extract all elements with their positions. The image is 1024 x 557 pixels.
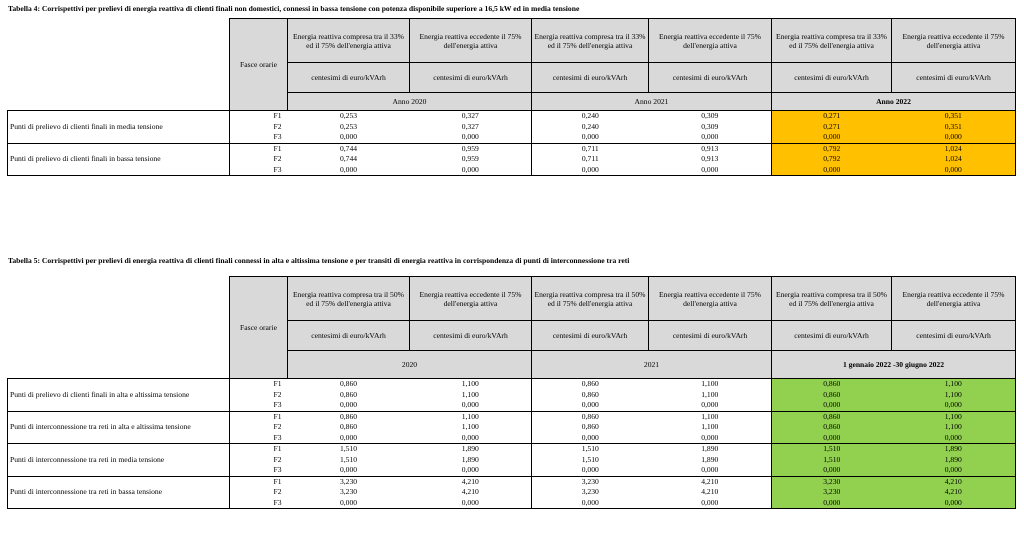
table4-year-2022: Anno 2022 <box>772 93 1016 111</box>
value-cell: 0,000 <box>772 433 892 444</box>
value-cell: 4,210 <box>892 487 1016 498</box>
group-label: Punti di interconnessione tra reti in alta e altissima tensione <box>8 411 230 444</box>
value-cell: 0,327 <box>410 122 532 133</box>
value-cell: 0,000 <box>772 400 892 411</box>
fascia-cell: F3 <box>230 465 288 476</box>
value-cell: 0,000 <box>532 498 649 509</box>
value-cell: 1,510 <box>581 454 599 464</box>
table5-fasce-header: Fasce orarie <box>230 277 288 379</box>
table4-corner <box>8 19 230 63</box>
value-cell: 0,000 <box>532 165 649 176</box>
table-row <box>8 111 1016 122</box>
fascia-cell: F1 <box>230 476 288 487</box>
table5-col-b-2022: Energia reattiva eccedente il 75% dell'energia attiva <box>892 277 1016 321</box>
table5-year-2022: 1 gennaio 2022 -30 giugno 2022 <box>772 351 1016 379</box>
value-cell: 3,230 <box>339 487 358 497</box>
table4-unit: centesimi di euro/kVArh <box>288 63 410 93</box>
value-cell: 0,253 <box>339 121 358 131</box>
fascia-cell: F2 <box>230 122 288 133</box>
value-cell: 0,000 <box>288 433 410 444</box>
fascia-cell: F3 <box>230 132 288 143</box>
group-label: Punti di prelievo di clienti finali in alta e altissima tensione <box>8 379 230 412</box>
value-cell: 4,210 <box>892 476 1016 487</box>
table4-col-b-2021: Energia reattiva eccedente il 75% dell'energia attiva <box>649 19 772 63</box>
value-cell: 0,000 <box>649 165 772 176</box>
value-cell: 1,890 <box>892 455 1016 466</box>
table4-year-2020: Anno 2020 <box>288 93 532 111</box>
value-cell: 0,327 <box>410 111 532 122</box>
table5-col-a-2021: Energia reattiva compresa tra il 50% ed il 75% dell'energia attiva <box>532 277 649 321</box>
value-cell: 0,860 <box>772 379 892 390</box>
value-cell: 0,000 <box>649 498 772 509</box>
fascia-cell: F2 <box>230 422 288 433</box>
value-cell: 1,100 <box>649 379 772 390</box>
table5-col-b-2021: Energia reattiva eccedente il 75% dell'energia attiva <box>649 277 772 321</box>
value-cell: 0,000 <box>892 400 1016 411</box>
value-cell: 0,000 <box>288 132 410 143</box>
fascia-cell: F2 <box>230 390 288 401</box>
value-cell: 0,000 <box>892 498 1016 509</box>
value-cell: 3,230 <box>532 476 649 487</box>
fascia-cell: F2 <box>230 487 288 498</box>
value-cell: 0,253 <box>288 111 410 122</box>
group-label: Punti di prelievo di clienti finali in bassa tensione <box>8 143 230 176</box>
fascia-cell: F1 <box>230 444 288 455</box>
fascia-cell: F3 <box>230 165 288 176</box>
value-cell: 1,510 <box>288 444 410 455</box>
table4-fasce-header: Fasce orarie <box>230 19 288 111</box>
value-cell: 4,210 <box>410 487 532 498</box>
value-cell: 0,000 <box>288 165 410 176</box>
value-cell: 1,890 <box>892 444 1016 455</box>
table5-unit: centesimi di euro/kVArh <box>649 321 772 351</box>
table4-title: Tabella 4: Corrispettivi per prelievi di energia reattiva di clienti finali non domestici, connessi in bassa tensione con potenza disponibile superiore a 16,5 kW ed in media tensione <box>8 4 580 13</box>
table4-col-b-2022: Energia reattiva eccedente il 75% dell'energia attiva <box>892 19 1016 63</box>
value-cell: 0,000 <box>772 498 892 509</box>
table-row <box>8 444 1016 455</box>
value-cell: 0,000 <box>892 132 1016 143</box>
value-cell: 1,890 <box>649 455 772 466</box>
value-cell: 0,000 <box>288 400 410 411</box>
value-cell: 0,860 <box>581 389 599 399</box>
value-cell: 4,210 <box>649 487 772 498</box>
table-row <box>8 379 1016 390</box>
table4-col-a-2020: Energia reattiva compresa tra il 33% ed il 75% dell'energia attiva <box>288 19 410 63</box>
value-cell: 0,000 <box>772 465 892 476</box>
value-cell: 0,860 <box>339 389 358 399</box>
fascia-cell: F1 <box>230 111 288 122</box>
value-cell: 0,860 <box>288 411 410 422</box>
table5-corner <box>8 321 230 351</box>
value-cell: 0,271 <box>772 111 892 122</box>
value-cell: 0,860 <box>339 422 358 432</box>
table5-corner <box>8 277 230 321</box>
table5-unit: centesimi di euro/kVArh <box>410 321 532 351</box>
fascia-cell: F2 <box>230 455 288 466</box>
value-cell: 0,792 <box>772 154 892 165</box>
fascia-cell: F3 <box>230 498 288 509</box>
value-cell: 0,240 <box>581 121 599 131</box>
table5-unit: centesimi di euro/kVArh <box>288 321 410 351</box>
value-cell: 0,000 <box>892 165 1016 176</box>
value-cell: 1,510 <box>532 444 649 455</box>
value-cell: 0,000 <box>649 400 772 411</box>
fascia-cell: F3 <box>230 433 288 444</box>
value-cell: 0,271 <box>772 122 892 133</box>
value-cell: 0,000 <box>772 132 892 143</box>
value-cell: 0,959 <box>410 154 532 165</box>
value-cell: 0,000 <box>649 465 772 476</box>
value-cell: 1,100 <box>892 422 1016 433</box>
value-cell: 1,100 <box>892 379 1016 390</box>
fascia-cell: F1 <box>230 379 288 390</box>
value-cell: 1,100 <box>892 390 1016 401</box>
group-label: Punti di interconnessione tra reti in bassa tensione <box>8 476 230 509</box>
table5-year-2020: 2020 <box>288 351 532 379</box>
value-cell: 0,744 <box>339 154 358 164</box>
value-cell: 1,100 <box>649 411 772 422</box>
value-cell: 0,860 <box>772 422 892 433</box>
table4-unit: centesimi di euro/kVArh <box>892 63 1016 93</box>
group-label: Punti di interconnessione tra reti in media tensione <box>8 444 230 477</box>
table4-corner <box>8 63 230 93</box>
table4-unit: centesimi di euro/kVArh <box>772 63 892 93</box>
value-cell: 1,100 <box>649 390 772 401</box>
table4-col-a-2022: Energia reattiva compresa tra il 33% ed il 75% dell'energia attiva <box>772 19 892 63</box>
table4-col-b-2020: Energia reattiva eccedente il 75% dell'energia attiva <box>410 19 532 63</box>
table5-col-b-2020: Energia reattiva eccedente il 75% dell'energia attiva <box>410 277 532 321</box>
table4-corner <box>8 93 230 111</box>
table5-unit: centesimi di euro/kVArh <box>892 321 1016 351</box>
value-cell: 0,860 <box>532 411 649 422</box>
value-cell: 0,860 <box>532 379 649 390</box>
table4-unit: centesimi di euro/kVArh <box>649 63 772 93</box>
value-cell: 1,100 <box>410 422 532 433</box>
value-cell: 0,792 <box>772 143 892 154</box>
value-cell: 1,890 <box>649 444 772 455</box>
value-cell: 0,000 <box>410 433 532 444</box>
value-cell: 0,860 <box>772 390 892 401</box>
value-cell: 0,000 <box>288 498 410 509</box>
value-cell: 0,000 <box>410 165 532 176</box>
value-cell: 0,711 <box>581 154 599 164</box>
value-cell: 0,959 <box>410 143 532 154</box>
table5 <box>7 276 1016 509</box>
value-cell: 1,100 <box>410 379 532 390</box>
value-cell: 0,000 <box>410 400 532 411</box>
value-cell: 3,230 <box>581 487 599 497</box>
table5-col-a-2022: Energia reattiva compresa tra il 50% ed il 75% dell'energia attiva <box>772 277 892 321</box>
table4-unit: centesimi di euro/kVArh <box>532 63 649 93</box>
value-cell: 1,890 <box>410 455 532 466</box>
value-cell: 0,000 <box>532 433 649 444</box>
value-cell: 0,000 <box>532 400 649 411</box>
value-cell: 0,000 <box>532 132 649 143</box>
value-cell: 0,744 <box>288 143 410 154</box>
value-cell: 0,000 <box>288 465 410 476</box>
value-cell: 0,913 <box>649 154 772 165</box>
fascia-cell: F2 <box>230 154 288 165</box>
value-cell: 1,100 <box>649 422 772 433</box>
value-cell: 0,000 <box>892 465 1016 476</box>
table-row <box>8 411 1016 422</box>
table-row <box>8 143 1016 154</box>
value-cell: 1,100 <box>410 411 532 422</box>
table5-unit: centesimi di euro/kVArh <box>772 321 892 351</box>
table-row <box>8 476 1016 487</box>
value-cell: 3,230 <box>772 487 892 498</box>
value-cell: 0,000 <box>649 433 772 444</box>
table5-body <box>8 379 1016 509</box>
value-cell: 1,100 <box>410 390 532 401</box>
value-cell: 0,000 <box>772 165 892 176</box>
value-cell: 4,210 <box>410 476 532 487</box>
value-cell: 1,510 <box>772 444 892 455</box>
table5-year-2021: 2021 <box>532 351 772 379</box>
value-cell: 1,510 <box>772 455 892 466</box>
table5-title: Tabella 5: Corrispettivi per prelievi di energia reattiva di clienti finali connessi in alta e altissima tensione e per transiti di energia reattiva in corrispondenza di punti di interconnessione tra reti <box>8 256 630 265</box>
value-cell: 1,024 <box>892 143 1016 154</box>
table5-corner <box>8 351 230 379</box>
value-cell: 1,100 <box>892 411 1016 422</box>
group-label: Punti di prelievo di clienti finali in media tensione <box>8 111 230 144</box>
value-cell: 0,240 <box>532 111 649 122</box>
value-cell: 0,351 <box>892 111 1016 122</box>
value-cell: 0,860 <box>581 422 599 432</box>
table4-col-a-2021: Energia reattiva compresa tra il 33% ed il 75% dell'energia attiva <box>532 19 649 63</box>
value-cell: 0,000 <box>532 465 649 476</box>
value-cell: 0,913 <box>649 143 772 154</box>
value-cell: 0,309 <box>649 111 772 122</box>
table5-unit: centesimi di euro/kVArh <box>532 321 649 351</box>
table4-year-2021: Anno 2021 <box>532 93 772 111</box>
table5-col-a-2020: Energia reattiva compresa tra il 50% ed il 75% dell'energia attiva <box>288 277 410 321</box>
fascia-cell: F3 <box>230 400 288 411</box>
value-cell: 3,230 <box>288 476 410 487</box>
value-cell: 0,000 <box>892 433 1016 444</box>
table4 <box>7 18 1016 176</box>
value-cell: 1,890 <box>410 444 532 455</box>
value-cell: 0,860 <box>772 411 892 422</box>
value-cell: 3,230 <box>772 476 892 487</box>
fascia-cell: F1 <box>230 143 288 154</box>
value-cell: 0,000 <box>410 465 532 476</box>
value-cell: 0,860 <box>288 379 410 390</box>
value-cell: 0,000 <box>410 498 532 509</box>
fascia-cell: F1 <box>230 411 288 422</box>
value-cell: 0,351 <box>892 122 1016 133</box>
table4-body <box>8 111 1016 176</box>
value-cell: 0,000 <box>410 132 532 143</box>
table4-unit: centesimi di euro/kVArh <box>410 63 532 93</box>
value-cell: 4,210 <box>649 476 772 487</box>
value-cell: 1,510 <box>339 454 358 464</box>
value-cell: 0,711 <box>532 143 649 154</box>
value-cell: 0,309 <box>649 122 772 133</box>
value-cell: 1,024 <box>892 154 1016 165</box>
value-cell: 0,000 <box>649 132 772 143</box>
